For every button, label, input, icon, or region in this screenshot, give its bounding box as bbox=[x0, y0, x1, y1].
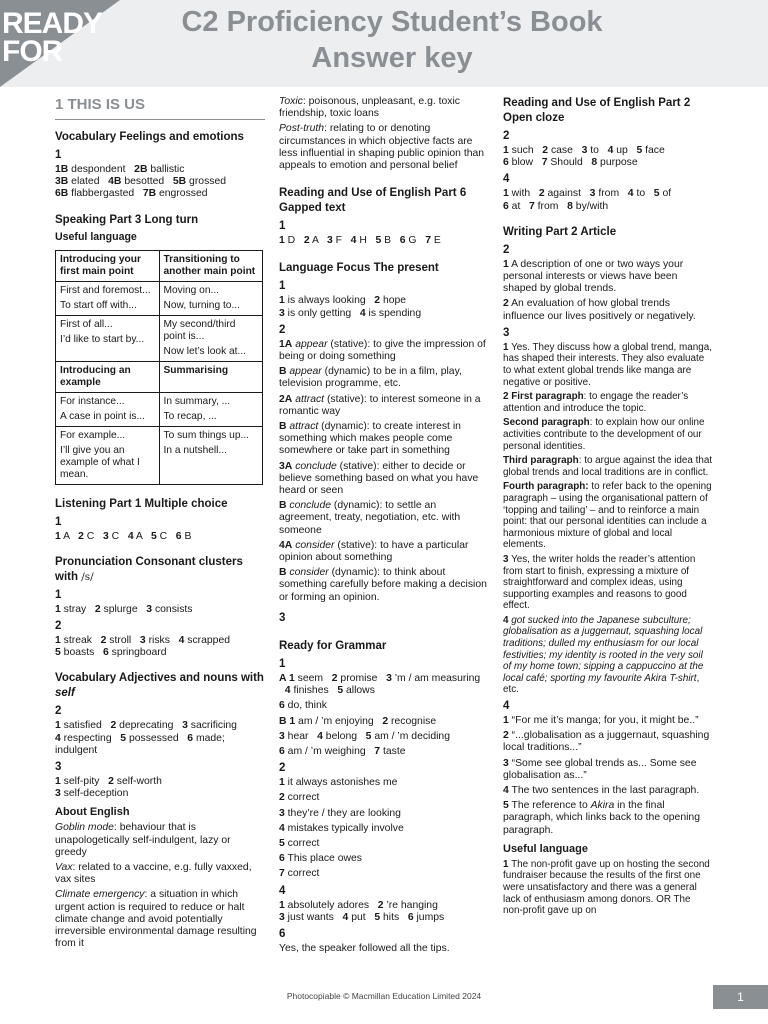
answer-block: 1B despondent 2B ballistic 3B elated 4B besotted 5B grossed 6B flabbergasted 7B engrossed bbox=[55, 164, 227, 200]
answer-item: 6 do, think bbox=[279, 700, 327, 712]
subheading: About English bbox=[55, 806, 130, 819]
answer-item: Vax: related to a vaccine, e.g. fully vaxxed, vax sites bbox=[55, 862, 252, 886]
cell-phrase: First and foremost... bbox=[60, 284, 151, 296]
cell-phrase: Now, turning to... bbox=[163, 299, 240, 311]
logo-line-1: READY bbox=[2, 7, 103, 40]
cell-phrase: Introducing your first main point bbox=[60, 253, 141, 277]
exercise-number: 3 bbox=[55, 761, 62, 774]
useful-language-table bbox=[55, 250, 263, 485]
page-subtitle: Answer key bbox=[311, 42, 473, 74]
section-heading: Listening Part 1 Multiple choice bbox=[55, 497, 228, 510]
exercise-number: 1 bbox=[55, 515, 62, 528]
answer-item: 1A appear (stative): to give the impression of being or doing something bbox=[279, 338, 486, 363]
page-header bbox=[0, 0, 768, 87]
table-header-cell bbox=[159, 250, 263, 281]
exercise-number: 3 bbox=[279, 611, 286, 624]
answer-item: 2 “...globalisation as a juggernaut, squashing local traditions...” bbox=[503, 730, 710, 754]
section-heading: Reading and Use of English Part 6 Gapped text bbox=[279, 187, 467, 215]
answer-line: 1 stray 2 splurge 3 consists bbox=[55, 603, 193, 615]
answer-item: 1 it always astonishes me bbox=[279, 777, 398, 789]
cell-phrase: My second/third point is... bbox=[163, 318, 236, 342]
exercise-number: 4 bbox=[503, 173, 510, 186]
answer-block: 1 is always looking 2 hope 3 is only getting 4 is spending bbox=[279, 295, 422, 319]
definition-list bbox=[55, 822, 265, 950]
cell-phrase: To sum things up... bbox=[163, 429, 250, 441]
table-cell bbox=[56, 281, 160, 315]
answer-item: 1 “For me it’s manga; for you, it might be..” bbox=[503, 715, 699, 727]
exercise-number: 2 bbox=[503, 130, 510, 142]
answer-item: 1 A description of one or two ways your personal interests or views have been shaped by global trends. bbox=[503, 258, 684, 295]
answer-item: 4 mistakes typically involve bbox=[279, 822, 404, 834]
answer-item: 2 An evaluation of how global trends influence our lives positively or negatively. bbox=[503, 298, 696, 322]
cell-phrase: For example... bbox=[60, 429, 126, 441]
exercise-number: 4 bbox=[503, 700, 510, 713]
answer-block: 1 streak 2 stroll 3 risks 4 scrapped 5 boasts 6 springboard bbox=[55, 635, 231, 659]
cell-phrase: Transitioning to another main point bbox=[163, 253, 256, 277]
section-heading: Speaking Part 3 Long turn bbox=[55, 213, 199, 226]
answer-item: B consider (dynamic): to think about something carefully before making a decision or forming an opinion. bbox=[279, 567, 487, 603]
answer-item: B conclude (dynamic): to settle an agreement, treaty, negotiation, etc. with someone bbox=[279, 500, 461, 536]
exercise-number: 3 bbox=[503, 326, 510, 339]
table-row bbox=[56, 361, 263, 392]
answer-block bbox=[279, 777, 491, 880]
answer-item: 3A conclude (stative): either to decide or believe something based on what you have heard or seen bbox=[279, 460, 479, 497]
cell-phrase: To start off with... bbox=[60, 299, 137, 311]
answer-item: Toxic: poisonous, unpleasant, e.g. toxic friendship, toxic loans bbox=[279, 96, 460, 120]
column-1 bbox=[55, 96, 265, 953]
answer-item: 3 hear 4 belong 5 am / ’m deciding bbox=[279, 730, 450, 742]
exercise-number: 2 bbox=[503, 243, 510, 256]
answer-line: Yes, the speaker followed all the tips. bbox=[279, 942, 450, 954]
section-heading-text: Vocabulary Adjectives and nouns with bbox=[55, 672, 264, 685]
cell-phrase: To recap, ... bbox=[163, 410, 217, 422]
answer-item: 3 “Some see global trends as... Some see globalisation as...” bbox=[503, 757, 697, 781]
answer-block bbox=[503, 342, 713, 696]
answer-item: 2A attract (stative): to interest someone in a romantic way bbox=[279, 393, 481, 417]
cell-phrase: In summary, ... bbox=[163, 395, 231, 407]
answer-item: 3 they’re / they are looking bbox=[279, 807, 401, 819]
answer-block: 1 satisfied 2 deprecating 3 sacrificing 4 respecting 5 possessed 6 made; indulgent bbox=[55, 720, 237, 756]
answer-item: 2 correct bbox=[279, 792, 320, 804]
answer-line: 1 D 2 A 3 F 4 H 5 B 6 G 7 E bbox=[279, 235, 441, 247]
answer-item: Goblin mode: behaviour that is unapologetically self-indulgent, lazy or greedy bbox=[55, 822, 231, 858]
section-heading bbox=[55, 555, 265, 585]
table-cell bbox=[159, 426, 263, 484]
table-cell bbox=[159, 392, 263, 426]
answer-item: Third paragraph: to argue against the idea that global trends and local traditions are in conflict. bbox=[503, 455, 713, 478]
unit-title: 1 THIS IS US bbox=[55, 96, 265, 120]
table-cell bbox=[56, 392, 160, 426]
answer-item: 6 This place owes bbox=[279, 853, 362, 865]
table-header-cell bbox=[56, 250, 160, 281]
answer-block bbox=[503, 259, 713, 323]
table-cell bbox=[159, 315, 263, 361]
answer-block bbox=[279, 673, 491, 758]
answer-item: Climate emergency: a situation in which urgent action is required to reduce or halt climate change and avoid potentially irreversible environmental damage resulting from it bbox=[55, 889, 257, 950]
table-row bbox=[56, 392, 263, 426]
answer-item: 4 The two sentences in the last paragraph. bbox=[503, 785, 700, 797]
cell-phrase: Summarising bbox=[163, 364, 229, 376]
answer-block bbox=[503, 715, 713, 837]
answer-line: 1 A 2 C 3 C 4 A 5 C 6 B bbox=[55, 530, 192, 542]
table-cell bbox=[159, 281, 263, 315]
answer-item: A 1 seem 2 promise 3 ’m / am measuring 4 finishes 5 allows bbox=[279, 672, 481, 697]
definition-list bbox=[279, 96, 491, 172]
answer-item: Fourth paragraph: to refer back to the opening paragraph – using the organisational pattern of ‘topping and tailing’ – and to reinforce a main point: that our personal identities can include a harmonious mixture of global and local elements. bbox=[503, 481, 712, 551]
cell-phrase: For instance... bbox=[60, 395, 125, 407]
answer-item: B 1 am / ’m enjoying 2 recognise bbox=[279, 715, 437, 727]
table-cell bbox=[56, 426, 160, 484]
table-cell bbox=[56, 315, 160, 361]
section-heading: Ready for Grammar bbox=[279, 639, 387, 652]
cell-phrase: Now let’s look at... bbox=[163, 345, 246, 357]
page-number: 1 bbox=[713, 985, 768, 1009]
answer-paragraph: 1 The non-profit gave up on hosting the second fundraiser because the results of the first one were unsatisfactory and there was a general lack of enthusiasm among donors. OR The non-profit gave up on bbox=[503, 858, 710, 917]
exercise-number: 1 bbox=[279, 220, 286, 233]
cell-phrase: First of all... bbox=[60, 318, 113, 330]
exercise-number: 1 bbox=[279, 657, 286, 670]
column-3 bbox=[503, 96, 713, 919]
exercise-number: 1 bbox=[55, 588, 62, 601]
answer-block: 1 absolutely adores 2 ’re hanging 3 just wants 4 put 5 hits 6 jumps bbox=[279, 899, 445, 923]
section-heading bbox=[55, 671, 265, 701]
answer-block bbox=[279, 339, 491, 604]
table-header-cell bbox=[159, 361, 263, 392]
table-row bbox=[56, 315, 263, 361]
table-row bbox=[56, 281, 263, 315]
logo-line-2: FOR bbox=[2, 35, 63, 68]
column-2 bbox=[279, 96, 491, 957]
table-header-cell bbox=[56, 361, 160, 392]
answer-item: 7 correct bbox=[279, 868, 320, 880]
answer-item: 4 got sucked into the Japanese subculture; globalisation as a juggernaut, squashing local traditions; dulled my enthusiasm for our local festivities; my identity is rooted in the very soil of my home town; sipping a cappuccino at the local café; sporting my favourite Akira T-shirt, etc. bbox=[503, 614, 704, 696]
answer-block: 1 such 2 case 3 to 4 up 5 face 6 blow 7 Should 8 purpose bbox=[503, 145, 665, 169]
answer-item: 1 Yes. They discuss how a global trend, manga, has shaped their interests. They also evaluate to what extent global trends like manga are negative or positive. bbox=[503, 341, 712, 388]
answer-item: Post-truth: relating to or denoting circumstances in which objective facts are less influential in shaping public opinion than appeals to emotion and personal belief bbox=[279, 123, 485, 172]
exercise-number: 2 bbox=[55, 620, 62, 633]
table-row bbox=[56, 250, 263, 281]
answer-item: 4A consider (stative): to have a particular opinion about something bbox=[279, 539, 469, 564]
exercise-number: 2 bbox=[279, 323, 286, 336]
answer-item: 3 Yes, the writer holds the reader’s attention from start to finish, expressing a mixture of straightforward and complex ideas, using supporting examples and reasons to good effect. bbox=[503, 553, 696, 612]
exercise-number: 4 bbox=[279, 884, 286, 897]
answer-item: 5 The reference to Akira in the final paragraph, which links back to the opening paragraph. bbox=[503, 800, 700, 836]
copyright-footer: Photocopiable © Macmillan Education Limited 2024 bbox=[286, 991, 482, 1001]
exercise-number: 2 bbox=[55, 705, 62, 718]
answer-item: B appear (dynamic) to be in a film, play, television programme, etc. bbox=[279, 366, 462, 390]
answer-item: Second paragraph: to explain how our online activities contribute to the development of our personal identities. bbox=[503, 417, 705, 452]
cell-phrase: Introducing an example bbox=[60, 364, 131, 388]
table-row bbox=[56, 426, 263, 484]
phonetic-symbol: /s/ bbox=[81, 570, 94, 583]
page-title: C2 Proficiency Student’s Book bbox=[181, 6, 603, 38]
exercise-number: 2 bbox=[279, 762, 286, 775]
cell-phrase: A case in point is... bbox=[60, 410, 145, 422]
cell-phrase: Moving on... bbox=[163, 284, 219, 296]
heading-italic-word: self bbox=[55, 687, 75, 700]
exercise-number: 6 bbox=[279, 927, 286, 940]
answer-item: 2 First paragraph: to engage the reader’s attention and introduce the topic. bbox=[503, 391, 689, 414]
cell-phrase: I’ll give you an example of what I mean. bbox=[60, 444, 140, 480]
section-heading: Vocabulary Feelings and emotions bbox=[55, 131, 244, 143]
section-heading-text: Pronunciation Consonant clusters with bbox=[55, 555, 243, 583]
exercise-number: 1 bbox=[55, 149, 62, 161]
answer-item: 6 am / ’m weighing 7 taste bbox=[279, 745, 406, 757]
section-heading: Writing Part 2 Article bbox=[503, 225, 617, 238]
exercise-number: 1 bbox=[279, 280, 286, 293]
subheading: Useful language bbox=[503, 842, 588, 855]
section-heading: Reading and Use of English Part 2 Open cloze bbox=[503, 97, 691, 124]
cell-phrase: In a nutshell... bbox=[163, 444, 227, 456]
section-heading: Language Focus The present bbox=[279, 262, 439, 275]
answer-item: B attract (dynamic): to create interest in something which makes people come somewhere or take part in something bbox=[279, 421, 461, 457]
answer-block: 1 with 2 against 3 from 4 to 5 of 6 at 7 from 8 by/with bbox=[503, 188, 672, 212]
answer-block: 1 self-pity 2 self-worth 3 self-deception bbox=[55, 776, 162, 800]
subheading: Useful language bbox=[55, 230, 137, 243]
cell-phrase: I’d like to start by... bbox=[60, 333, 145, 345]
answer-item: 5 correct bbox=[279, 837, 320, 849]
